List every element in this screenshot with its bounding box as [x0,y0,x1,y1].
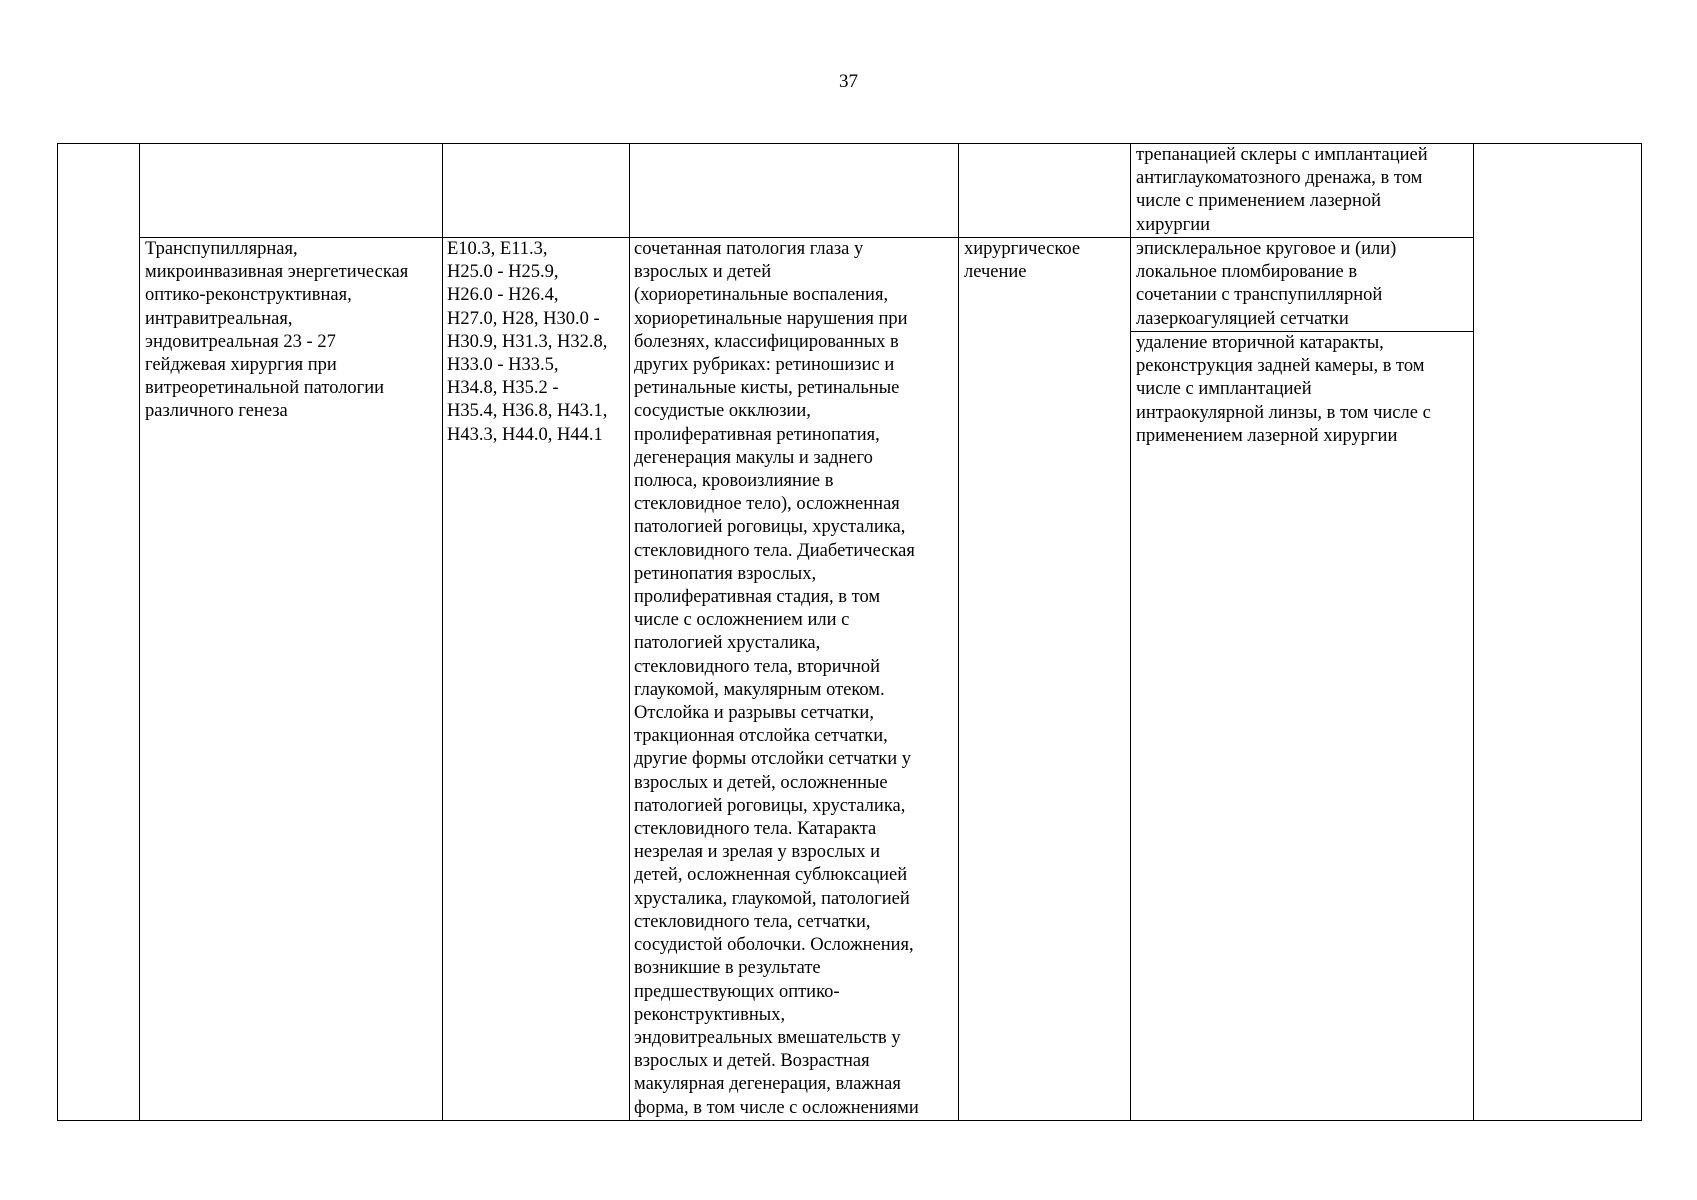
intervention-line: интравитреальная, [145,308,293,329]
cell-method-1 [1131,238,1474,332]
model-line: взрослых и детей. Возрастная [634,1051,870,1072]
model-line: стекловидного тела, сетчатки, [634,911,871,932]
icd-code-line: H35.4, H36.8, H43.1, [447,401,608,422]
method-line: удаление вторичной катаракты, [1136,333,1384,353]
intervention-line: оптико-реконструктивная, [145,285,352,306]
model-line: стекловидного тела. Диабетическая [634,540,915,561]
model-line: патологией роговицы, хрусталика, [634,517,906,538]
cell-intervention-type [140,238,443,1121]
method-line: лазеркоагуляцией сетчатки [1136,308,1349,329]
page-number: 37 [839,71,858,92]
cell-intervention-continued [140,144,443,238]
model-line: другие формы отслойки сетчатки у [634,749,912,770]
cell-codes-continued [443,144,630,238]
model-line: взрослых и детей [634,262,772,283]
model-line: макулярная дегенерация, влажная [634,1074,901,1095]
method-line: антиглаукоматозного дренажа, в том [1136,168,1423,189]
cell-model-continued [630,144,959,238]
treatment-line: хирургическое [964,239,1081,259]
icd-code-line: H34.8, H35.2 - [447,378,559,399]
cell-cost [1474,144,1642,1121]
model-line: возникшие в результате [634,958,821,979]
cell-method-2 [1131,332,1474,1121]
intervention-line: эндовитреальная 23 - 27 [145,331,336,352]
method-line: применением лазерной хирургии [1136,425,1398,446]
model-line: других рубриках: ретиношизис и [634,355,895,376]
method-line: сочетании с транспупиллярной [1136,285,1383,306]
icd-code-line: H26.0 - H26.4, [447,285,559,306]
cell-treatment-continued [959,144,1131,238]
model-line: хрусталика, глаукомой, патологией [634,888,910,909]
table-row-main [58,238,1642,332]
model-line: хориоретинальные нарушения при [634,308,908,329]
model-line: полюса, кровоизлияние в [634,471,834,492]
method-line: хирургии [1136,214,1211,235]
icd-code-line: E10.3, E11.3, [447,239,548,259]
icd-code-line: H25.0 - H25.9, [447,262,559,283]
model-line: числе с осложнением или с [634,610,850,631]
method-line: реконструкция задней камеры, в том [1136,356,1425,377]
model-line: детей, осложненная сублюксацией [634,865,908,886]
model-line: болезнях, классифицированных в [634,331,899,352]
cell-treatment-type [959,238,1131,1121]
model-line: эндовитреальных вмешательств у [634,1027,901,1048]
model-line: (хориоретинальные воспаления, [634,285,889,306]
table-row-continued [58,144,1642,238]
icd-code-line: H30.9, H31.3, H32.8, [447,331,608,352]
model-line: ретинальные кисты, ретинальные [634,378,900,399]
model-line: стекловидного тела. Катаракта [634,819,877,840]
model-line: сосудистые окклюзии, [634,401,811,422]
model-line: сочетанная патология глаза у [634,239,864,259]
method-line: числе с имплантацией [1136,379,1312,400]
icd-code-line: H27.0, H28, H30.0 - [447,308,600,329]
model-line: предшествующих оптико- [634,981,840,1002]
model-line: стекловидное тело), осложненная [634,494,900,515]
cell-method-continued [1131,144,1474,238]
intervention-line: различного генеза [145,401,288,422]
treatment-table [57,143,1642,1121]
model-line: ретинопатия взрослых, [634,563,817,584]
model-line: Отслойка и разрывы сетчатки, [634,703,874,724]
model-line: незрелая и зрелая у взрослых и [634,842,881,863]
model-line: сосудистой оболочки. Осложнения, [634,935,914,956]
model-line: пролиферативная ретинопатия, [634,424,880,445]
treatment-line: лечение [964,262,1027,283]
method-line: трепанацией склеры с имплантацией [1136,145,1428,165]
icd-code-line: H33.0 - H33.5, [447,355,559,376]
model-line: пролиферативная стадия, в том [634,587,881,608]
method-line: числе с применением лазерной [1136,191,1382,212]
method-line: интраокулярной линзы, в том числе с [1136,402,1431,423]
intervention-line: гейджевая хирургия при [145,355,337,376]
model-line: патологией роговицы, хрусталика, [634,795,906,816]
intervention-line: Транспупиллярная, [145,239,298,259]
method-line: локальное пломбирование в [1136,262,1358,283]
intervention-line: витреоретинальной патологии [145,378,385,399]
model-line: дегенерация макулы и заднего [634,447,873,468]
model-line: форма, в том числе с осложнениями [634,1097,919,1118]
cell-patient-model [630,238,959,1121]
cell-number [58,144,140,1121]
model-line: патологией хрусталика, [634,633,821,654]
model-line: глаукомой, макулярным отеком. [634,679,885,700]
intervention-line: микроинвазивная энергетическая [145,262,409,283]
model-line: взрослых и детей, осложненные [634,772,888,793]
method-line: эписклеральное круговое и (или) [1136,239,1397,259]
cell-icd-codes [443,238,630,1121]
model-line: тракционная отслойка сетчатки, [634,726,888,747]
model-line: стекловидного тела, вторичной [634,656,881,677]
model-line: реконструктивных, [634,1004,786,1025]
icd-code-line: H43.3, H44.0, H44.1 [447,424,603,445]
